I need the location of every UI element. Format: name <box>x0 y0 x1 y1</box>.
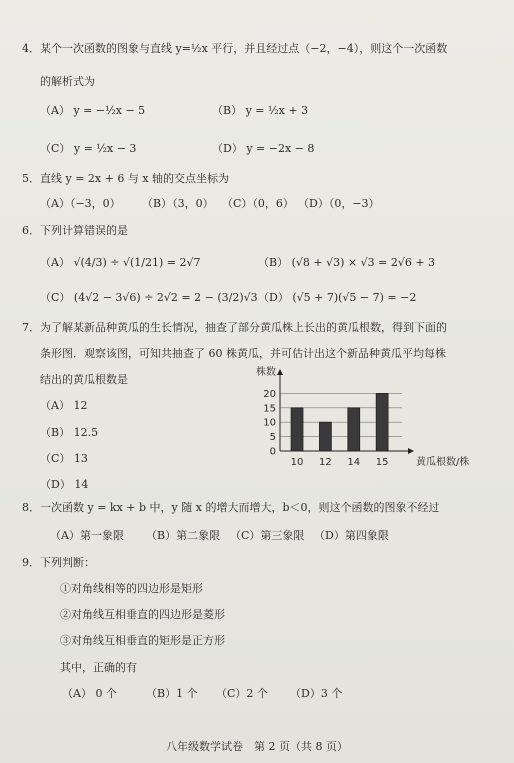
q6-option-c: （C） (4√2 − 3√6) ÷ 2√2 = 2 − (3/2)√3 <box>40 291 258 304</box>
q7-option-c: （C） 13 <box>40 452 88 465</box>
q9-statement-1: ①对角线相等的四边形是矩形 <box>60 582 203 595</box>
q9-stem: 9．下列判断： <box>22 556 95 569</box>
q6-option-b: （B） (√8 + √3) × √3 = 2√6 + 3 <box>258 256 436 269</box>
q7-stem-line2: 条形图．观察该图，可知共抽查了 60 株黄瓜，并可估计出这个新品种黄瓜平均每株 <box>40 347 446 360</box>
q7-stem-line3: 结出的黄瓜根数是 <box>40 373 128 386</box>
x-tick-label: 15 <box>375 457 389 468</box>
q5-option-c: （C）（0，6） <box>222 197 294 210</box>
q5-option-d: （D）（0，−3） <box>298 197 380 210</box>
q9-option-d: （D）3 个 <box>290 687 343 700</box>
chart-bar <box>319 422 331 451</box>
q4-option-d: （D） y = −2x − 8 <box>212 142 315 155</box>
q9-statement-4: 其中，正确的有 <box>60 661 137 674</box>
y-tick-label: 0 <box>269 446 276 458</box>
x-tick-label: 14 <box>347 457 361 468</box>
y-axis-label: 株数 <box>256 367 276 378</box>
q8-option-b: （B）第二象限 <box>146 529 221 542</box>
q7-option-a: （A） 12 <box>40 399 88 412</box>
q6-option-a: （A） √(4/3) ÷ √(1/21) = 2√7 <box>40 256 201 269</box>
q8-option-a: （A）第一象限 <box>50 529 124 542</box>
q8-option-c: （C）第三象限 <box>230 529 305 542</box>
x-tick-label: 12 <box>319 457 332 468</box>
chart-bar <box>291 408 303 451</box>
q5-option-a: （A）（−3，0） <box>40 197 121 210</box>
x-tick-label: 10 <box>290 457 304 468</box>
q9-option-a: （A） 0 个 <box>62 687 117 700</box>
q9-option-c: （C）2 个 <box>216 687 268 700</box>
q9-statement-2: ②对角线互相垂直的四边形是菱形 <box>60 608 225 621</box>
chart-bar <box>376 393 388 451</box>
q8-option-d: （D）第四象限 <box>314 529 389 542</box>
q4-option-a: （A） y = −½x − 5 <box>40 104 146 117</box>
q4-option-b: （B） y = ½x + 3 <box>212 104 309 117</box>
chart-bar <box>348 408 360 451</box>
x-axis-label: 黄瓜根数/株 <box>416 457 470 468</box>
y-tick-label: 15 <box>263 403 276 415</box>
q4-option-c: （C） y = ½x − 3 <box>40 142 137 155</box>
y-tick-label: 20 <box>263 388 276 400</box>
x-axis-arrow <box>408 448 414 454</box>
q6-option-d: （D） (√5 + 7)(√5 − 7) = −2 <box>258 291 417 304</box>
y-axis-arrow <box>277 369 283 375</box>
q9-statement-3: ③对角线互相垂直的矩形是正方形 <box>60 634 225 647</box>
q6-stem: 6．下列计算错误的是 <box>22 224 128 237</box>
q7-stem-line1: 7．为了解某新品种黄瓜的生长情况，抽查了部分黄瓜株上长出的黄瓜根数，得到下面的 <box>22 321 447 334</box>
q4-stem-line2: 的解析式为 <box>40 75 95 88</box>
chart-labels <box>256 365 469 468</box>
q4-stem-line1: 4．某个一次函数的图象与直线 y=½x 平行，并且经过点（−2，−4），则这个一次函数 <box>22 42 448 55</box>
q7-option-b: （B） 12.5 <box>40 426 99 439</box>
q7-bar-chart <box>250 365 480 475</box>
q5-stem: 5．直线 y = 2x + 6 与 x 轴的交点坐标为 <box>22 172 230 185</box>
q9-option-b: （B）1 个 <box>146 687 198 700</box>
q8-stem: 8．一次函数 y = kx + b 中，y 随 x 的增大而增大，b＜0，则这个函数的图象不经过 <box>22 501 440 514</box>
y-tick-label: 10 <box>263 417 276 429</box>
page-footer: 八年级数学试卷 第 2 页（共 8 页） <box>166 740 348 753</box>
y-tick-label: 5 <box>269 432 276 444</box>
q5-option-b: （B）（3，0） <box>142 197 214 210</box>
q7-option-d: （D） 14 <box>40 478 89 491</box>
